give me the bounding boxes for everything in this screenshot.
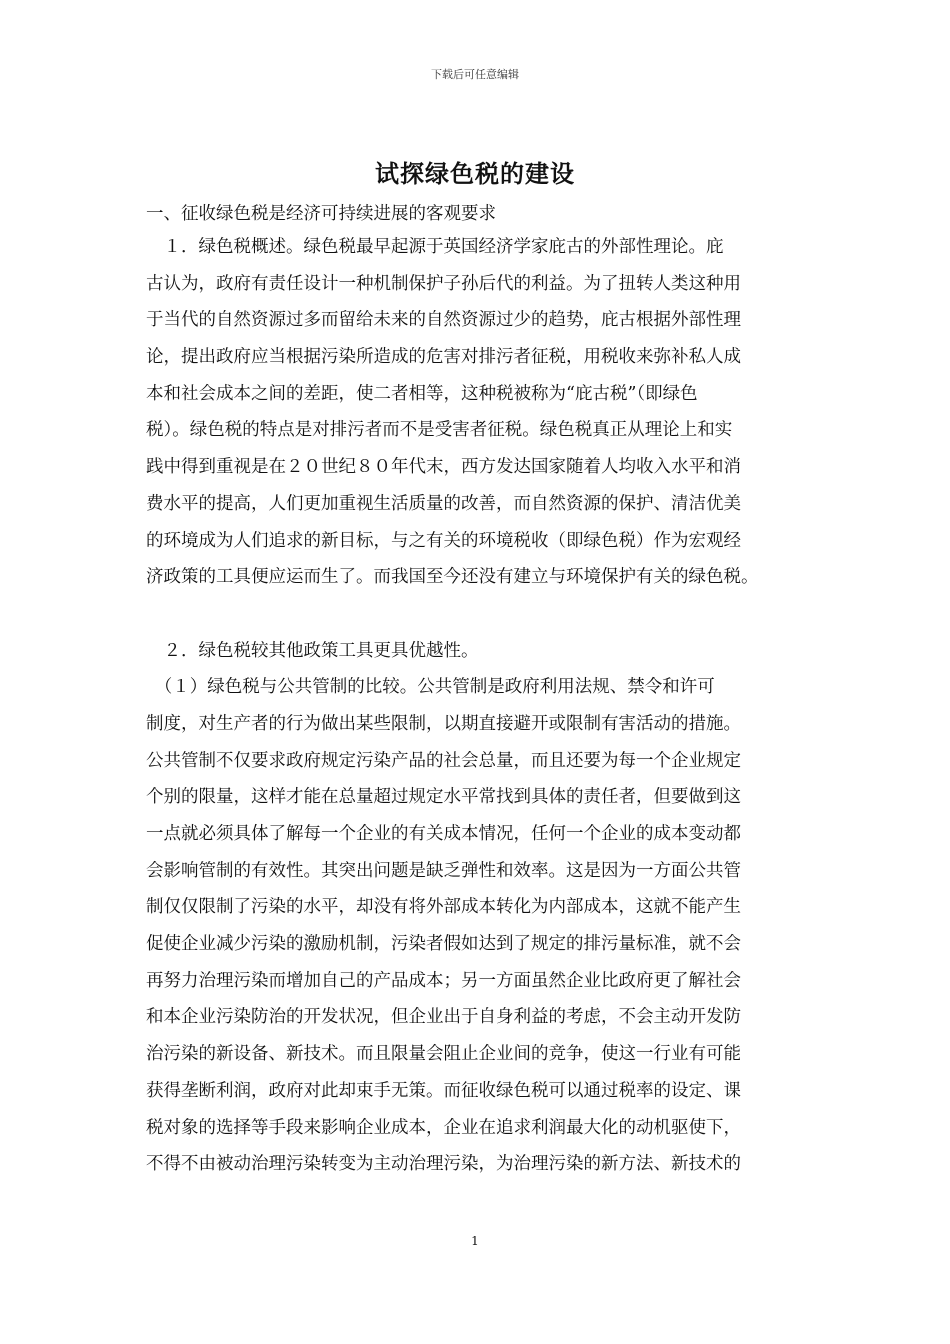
paragraph-line: 促使企业减少污染的激励机制，污染者假如达到了规定的排污量标准，就不会 bbox=[146, 934, 741, 955]
section-heading: 一、征收绿色税是经济可持续进展的客观要求 bbox=[146, 204, 496, 224]
paragraph-line: 治污染的新设备、新技术。而且限量会阻止企业间的竞争，使这一行业有可能 bbox=[146, 1044, 741, 1065]
paragraph-line: 于当代的自然资源过多而留给未来的自然资源过少的趋势，庇古根据外部性理 bbox=[146, 310, 741, 331]
paragraph-line: 获得垄断利润，政府对此却束手无策。而征收绿色税可以通过税率的设定、课 bbox=[146, 1080, 741, 1101]
paragraph-line: 会影响管制的有效性。其突出问题是缺乏弹性和效率。这是因为一方面公共管 bbox=[146, 860, 741, 881]
paragraph-line: 济政策的工具便应运而生了。而我国至今还没有建立与环境保护有关的绿色税。 bbox=[146, 567, 759, 588]
subsection-heading: ２．绿色税较其他政策工具更具优越性。 bbox=[146, 640, 479, 661]
paragraph-line: 古认为，政府有责任设计一种机制保护子孙后代的利益。为了扭转人类这种用 bbox=[146, 273, 741, 294]
paragraph-line: 制仅仅限制了污染的水平，却没有将外部成本转化为内部成本，这就不能产生 bbox=[146, 897, 741, 918]
paragraph-line: 税）。绿色税的特点是对排污者而不是受害者征税。绿色税真正从理论上和实 bbox=[146, 420, 733, 441]
paragraph-line: 和本企业污染防治的开发状况，但企业出于自身利益的考虑，不会主动开发防 bbox=[146, 1007, 741, 1028]
paragraph-line: （１）绿色税与公共管制的比较。公共管制是政府利用法规、禁令和许可 bbox=[146, 677, 715, 698]
page-header: 下载后可任意编辑 bbox=[431, 68, 519, 81]
page-number: 1 bbox=[471, 1234, 479, 1248]
paragraph-line: 再努力治理污染而增加自己的产品成本；另一方面虽然企业比政府更了解社会 bbox=[146, 970, 741, 991]
paragraph-line: 费水平的提高，人们更加重视生活质量的改善，而自然资源的保护、清洁优美 bbox=[146, 493, 741, 514]
paragraph-green-tax-overview bbox=[146, 229, 818, 596]
paragraph-line: 制度，对生产者的行为做出某些限制，以期直接避开或限制有害活动的措施。 bbox=[146, 713, 741, 734]
paragraph-line: 个别的限量，这样才能在总量超过规定水平常找到具体的责任者，但要做到这 bbox=[146, 787, 741, 808]
paragraph-line: 论，提出政府应当根据污染所造成的危害对排污者征税，用税收来弥补私人成 bbox=[146, 347, 741, 368]
paragraph-line: 不得不由被动治理污染转变为主动治理污染，为治理污染的新方法、新技术的 bbox=[146, 1154, 741, 1175]
document-title: 试探绿色税的建设 bbox=[375, 160, 575, 188]
paragraph-public-regulation-comparison bbox=[146, 669, 818, 1183]
paragraph-line: １．绿色税概述。绿色税最早起源于英国经济学家庇古的外部性理论。庇 bbox=[146, 237, 724, 257]
paragraph-line: 税对象的选择等手段来影响企业成本，企业在追求利润最大化的动机驱使下， bbox=[146, 1117, 741, 1138]
paragraph-line: 一点就必须具体了解每一个企业的有关成本情况，任何一个企业的成本变动都 bbox=[146, 824, 741, 844]
document-body bbox=[146, 199, 818, 1183]
paragraph-line: 践中得到重视是在２０世纪８０年代末，西方发达国家随着人均收入水平和消 bbox=[146, 457, 741, 478]
paragraph-line: 的环境成为人们追求的新目标，与之有关的环境税收（即绿色税）作为宏观经 bbox=[146, 530, 741, 551]
paragraph-spacer bbox=[146, 596, 818, 633]
paragraph-line: 公共管制不仅要求政府规定污染产品的社会总量，而且还要为每一个企业规定 bbox=[146, 750, 741, 771]
paragraph-line: 本和社会成本之间的差距，使二者相等，这种税被称为“庇古税”（即绿色 bbox=[146, 383, 698, 404]
